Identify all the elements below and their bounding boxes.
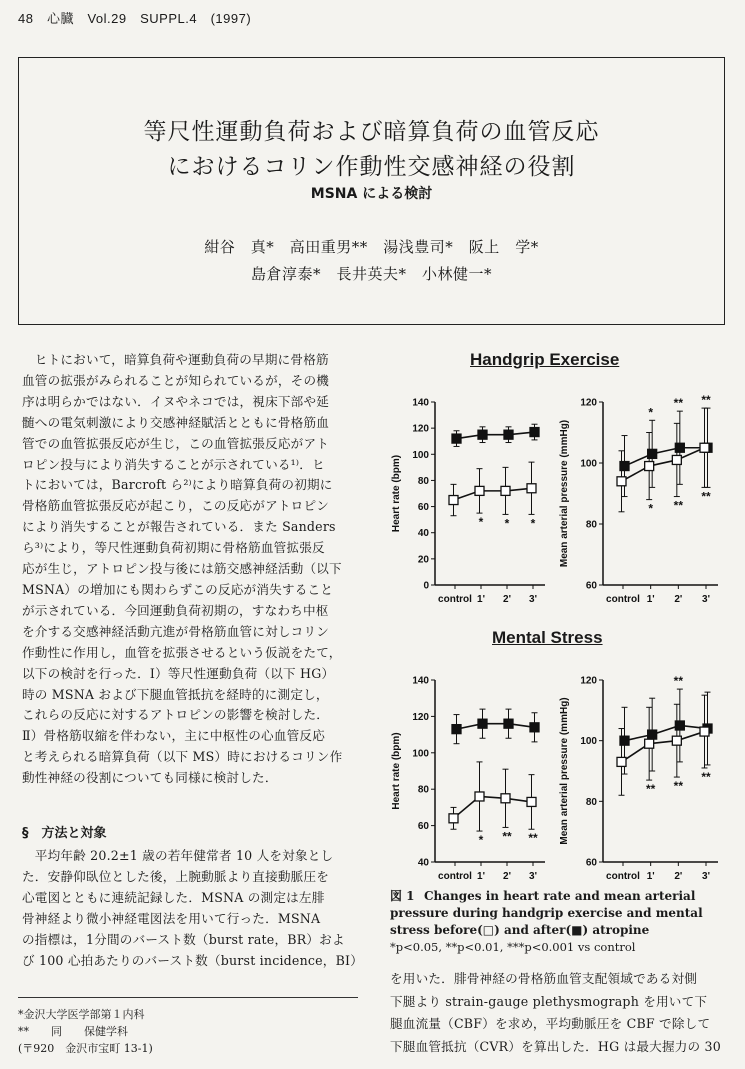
significance-mark: ** xyxy=(528,831,538,846)
y-tick-label: 40 xyxy=(417,857,429,869)
y-tick-label: 60 xyxy=(585,580,597,592)
series-line xyxy=(457,432,535,439)
y-tick-label: 0 xyxy=(423,580,429,592)
series-line xyxy=(454,488,532,500)
y-tick-label: 80 xyxy=(417,475,429,487)
series-line xyxy=(457,724,535,729)
y-tick-label: 100 xyxy=(412,748,429,760)
y-tick-label: 60 xyxy=(417,502,429,514)
body-line: 時の MSNA および下腿血管抵抗を経時的に測定し， xyxy=(22,686,329,702)
data-point-before-atropine xyxy=(475,486,484,495)
x-tick-label: 2' xyxy=(674,871,683,882)
data-point-after-atropine xyxy=(675,721,684,730)
body-line: により消失することが報告されている．また Sanders xyxy=(22,519,336,535)
body-line: を介する交感神経活動亢進が骨格筋血管に対しコリン xyxy=(22,623,330,639)
y-tick-label: 120 xyxy=(580,397,597,409)
data-point-before-atropine xyxy=(700,443,709,452)
figure-caption-text: Changes in heart rate and mean arterial pressure during handgrip exercise and mental stress before(□) and after(■) atropine xyxy=(390,889,703,937)
body-line: 管での血管拡張反応が生じ，この血管拡張反応がアト xyxy=(22,435,330,451)
continued-methods-text xyxy=(390,968,735,1058)
panel-title-mental: Mental Stress xyxy=(492,628,603,647)
data-point-after-atropine xyxy=(620,736,629,745)
data-point-before-atropine xyxy=(449,814,458,823)
data-point-after-atropine xyxy=(504,719,513,728)
y-tick-label: 40 xyxy=(417,528,429,540)
significance-mark: ** xyxy=(673,779,684,794)
body-line: 序は明らかではない．イヌやネコでは，視床下部や延 xyxy=(22,393,330,409)
data-point-after-atropine xyxy=(530,428,539,437)
data-point-after-atropine xyxy=(504,430,513,439)
body-line: 動性神経の役割についても同様に検討した． xyxy=(22,770,278,786)
y-axis-label: Mean arterial pressure (mmHg) xyxy=(559,419,570,568)
body-line: 血管の拡張がみられることが知られているが，その機 xyxy=(22,372,330,388)
series-line xyxy=(622,732,705,762)
y-tick-label: 120 xyxy=(412,423,429,435)
data-point-before-atropine xyxy=(527,797,536,806)
right-text-line: を用いた．腓骨神経の骨格筋血管支配領域である対側 xyxy=(390,971,698,986)
significance-mark: ** xyxy=(502,829,512,844)
x-tick-label: 1' xyxy=(477,871,485,882)
data-point-before-atropine xyxy=(645,462,654,471)
methods-line: 骨神経より微小神経電図法を用いて行った．MSNA xyxy=(22,910,321,926)
y-tick-label: 140 xyxy=(412,397,429,409)
authors-line2: 島倉淳泰* 長井英夫* 小林健一* xyxy=(250,265,492,283)
x-tick-label: 2' xyxy=(503,871,511,882)
significance-note: *p<0.05, **p<0.01, ***p<0.001 vs control xyxy=(390,940,636,954)
x-tick-label: 2' xyxy=(674,594,683,605)
significance-mark: ** xyxy=(701,769,711,784)
body-line: ら³⁾により，等尺性運動負荷初期に骨格筋血管拡張反 xyxy=(22,540,325,556)
x-tick-label: 3' xyxy=(702,594,710,605)
y-tick-label: 100 xyxy=(580,458,597,470)
x-tick-label: control xyxy=(438,871,472,882)
y-tick-label: 80 xyxy=(585,519,597,531)
significance-mark: * xyxy=(478,515,484,530)
series-line xyxy=(625,726,708,741)
article-title-line1: 等尺性運動負荷および暗算負荷の血管反応 xyxy=(143,119,600,145)
significance-mark: * xyxy=(478,833,484,848)
significance-mark: ** xyxy=(701,393,711,408)
section-heading: § 方法と対象 xyxy=(22,826,107,841)
body-line: 応が生じ，アトロピン投与後には筋交感神経活動（以下 xyxy=(22,561,342,577)
x-tick-label: 3' xyxy=(529,594,537,605)
footnote-3: (〒920 金沢市宝町 13-1) xyxy=(18,1042,153,1055)
data-point-after-atropine xyxy=(478,430,487,439)
data-point-before-atropine xyxy=(617,757,626,766)
body-line: トにおいては，Barcroft ら²⁾により暗算負荷の初期に xyxy=(22,477,333,493)
significance-mark: ** xyxy=(673,674,684,689)
y-axis-label: Heart rate (bpm) xyxy=(391,732,402,810)
data-point-before-atropine xyxy=(475,792,484,801)
significance-mark: * xyxy=(504,516,510,531)
body-line: が示されている．今回運動負荷初期の，すなわち中枢 xyxy=(22,602,329,618)
data-point-after-atropine xyxy=(703,443,712,452)
x-tick-label: 1' xyxy=(646,594,655,605)
running-header: 48 心臓 Vol.29 SUPPL.4 (1997) xyxy=(18,11,252,26)
data-point-after-atropine xyxy=(620,462,629,471)
data-point-before-atropine xyxy=(700,727,709,736)
data-point-after-atropine xyxy=(452,434,461,443)
body-line: ロピン投与により消失することが示されている¹⁾．ヒ xyxy=(22,456,325,472)
title-box xyxy=(18,57,725,325)
right-text-line: 腿血流量（CBF）を求め，平均動脈圧を CBF で除して xyxy=(390,1016,711,1031)
significance-mark: ** xyxy=(645,782,656,797)
methods-line: の指標は，1分間のバースト数（burst rate，BR）およ xyxy=(22,931,345,947)
data-point-before-atropine xyxy=(501,486,510,495)
methods-line: び 100 心拍あたりのバースト数（burst incidence，BI） xyxy=(22,952,364,968)
series-line xyxy=(454,796,532,818)
article-subtitle: MSNA による検討 xyxy=(310,186,433,202)
data-point-before-atropine xyxy=(672,736,681,745)
data-point-after-atropine xyxy=(530,723,539,732)
x-tick-label: control xyxy=(606,871,640,882)
body-line: これらの反応に対するアトロピンの影響を検討した． xyxy=(22,707,330,723)
significance-mark: * xyxy=(530,516,536,531)
y-tick-label: 80 xyxy=(585,796,597,808)
y-tick-label: 120 xyxy=(412,711,429,723)
body-line: Ⅱ）骨格筋収縮を伴わない，主に中枢性の心血管反応 xyxy=(22,728,326,744)
data-point-after-atropine xyxy=(648,730,657,739)
authors-line1: 紺谷 真* 高田重男** 湯浅豊司* 阪上 学* xyxy=(204,238,539,256)
body-line: 髄への電気刺激により交感神経賦活とともに骨格筋血 xyxy=(22,414,330,430)
data-point-before-atropine xyxy=(527,484,536,493)
y-axis-label: Mean arterial pressure (mmHg) xyxy=(559,697,570,845)
body-line: MSNA）の増加にも関わらずこの反応が消失すること xyxy=(22,581,334,597)
right-text-line: 下腿血管抵抗（CVR）を算出した．HG は最大握力の 30 xyxy=(390,1038,721,1054)
figure-caption xyxy=(390,888,735,956)
y-tick-label: 60 xyxy=(585,857,597,869)
article-title-line2: におけるコリン作動性交感神経の役割 xyxy=(167,154,576,180)
x-tick-label: 3' xyxy=(529,871,537,882)
y-tick-label: 140 xyxy=(412,675,429,687)
data-point-after-atropine xyxy=(452,725,461,734)
methods-text xyxy=(22,846,365,971)
x-tick-label: 3' xyxy=(702,871,710,882)
x-tick-label: control xyxy=(438,594,472,605)
y-tick-label: 60 xyxy=(417,821,429,833)
x-tick-label: 1' xyxy=(646,871,655,882)
y-axis-label: Heart rate (bpm) xyxy=(391,454,402,533)
footnote-2: ** 同 保健学科 xyxy=(18,1025,128,1038)
significance-mark: * xyxy=(648,501,654,516)
introduction-text xyxy=(22,350,365,789)
data-point-after-atropine xyxy=(478,719,487,728)
footnote-1: *金沢大学医学部第１内科 xyxy=(18,1008,145,1021)
y-tick-label: 100 xyxy=(580,736,597,748)
x-tick-label: 2' xyxy=(503,594,511,605)
y-tick-label: 80 xyxy=(417,784,429,796)
y-tick-label: 120 xyxy=(580,675,597,687)
data-point-before-atropine xyxy=(672,455,681,464)
methods-line: 平均年齢 20.2±1 歳の若年健常者 10 人を対象とし xyxy=(22,848,334,863)
x-tick-label: 1' xyxy=(477,594,485,605)
significance-mark: ** xyxy=(673,498,684,513)
body-line: ヒトにおいて，暗算負荷や運動負荷の早期に骨格筋 xyxy=(22,352,329,367)
y-tick-label: 100 xyxy=(412,449,429,461)
right-text-line: 下腿より strain-gauge plethysmograph を用いて下 xyxy=(390,993,708,1009)
data-point-after-atropine xyxy=(675,443,684,452)
data-point-before-atropine xyxy=(449,496,458,505)
x-tick-label: control xyxy=(606,594,640,605)
data-point-after-atropine xyxy=(648,449,657,458)
methods-line: 心電図とともに連続記録した．MSNA の測定は左腓 xyxy=(22,889,325,905)
significance-mark: * xyxy=(648,405,654,420)
data-point-after-atropine xyxy=(703,724,712,733)
methods-line: た．安静仰臥位とした後，上腕動脈より直接動脈圧を xyxy=(22,868,330,884)
significance-mark: ** xyxy=(673,396,684,411)
y-tick-label: 20 xyxy=(417,554,429,566)
significance-mark: ** xyxy=(701,489,711,504)
body-line: と考えられる暗算負荷（以下 MS）時におけるコリン作 xyxy=(22,749,343,765)
figure-label: 図 1 xyxy=(390,889,415,903)
data-point-before-atropine xyxy=(501,794,510,803)
series-line xyxy=(625,448,708,466)
data-point-before-atropine xyxy=(617,477,626,486)
body-line: 骨格筋血管拡張反応が起こり，この反応がアトロピン xyxy=(22,498,330,514)
body-line: 作動性に作用し，血管を拡張させるという仮説をたて， xyxy=(22,644,342,660)
panel-title-handgrip: Handgrip Exercise xyxy=(470,350,620,369)
data-point-before-atropine xyxy=(645,739,654,748)
body-line: 以下の検討を行った．Ⅰ）等尺性運動負荷（以下 HG） xyxy=(22,665,335,681)
series-line xyxy=(622,448,705,482)
footnotes xyxy=(18,997,358,1057)
